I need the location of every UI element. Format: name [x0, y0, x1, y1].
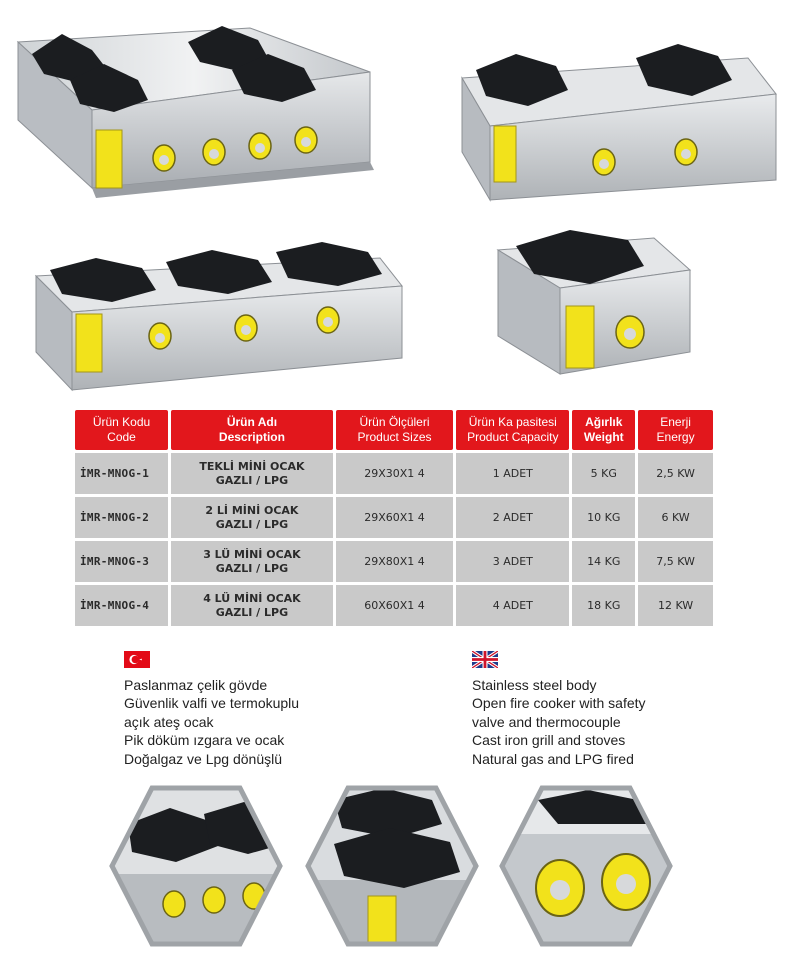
product-capacity-cell: 3 ADET: [456, 541, 569, 582]
product-code-cell: İMR-MNOG-3: [75, 541, 168, 582]
product-energy-cell: 7,5 KW: [638, 541, 713, 582]
product-weight-cell: 14 KG: [572, 541, 635, 582]
feature-item: Paslanmaz çelik gövde: [124, 677, 268, 693]
uk-flag-icon: [472, 651, 498, 668]
stove-two-burner-image: [456, 40, 782, 208]
product-spec-table: [72, 407, 716, 629]
column-header-weight: Ağırlık Weight: [572, 410, 635, 450]
feature-item: Doğalgaz ve Lpg dönüşlü: [124, 750, 283, 767]
product-capacity-cell: 4 ADET: [456, 585, 569, 626]
feature-item: Open fire cooker with safety: [472, 695, 646, 712]
feature-item: Cast iron grill and stoves: [472, 732, 626, 749]
stove-single-burner-image: [494, 226, 694, 382]
detail-hex-grate-image: [304, 784, 480, 948]
column-header-sizes: Ürün Ölçüleri Product Sizes: [336, 410, 453, 450]
features-list-turkish: [124, 676, 299, 768]
feature-item: Pik döküm ızgara ve ocak: [124, 732, 285, 749]
product-name-cell: 3 LÜ MİNİ OCAK GAZLI / LPG: [171, 541, 333, 582]
column-header-code: Ürün Kodu Code: [75, 410, 168, 450]
feature-item: açık ateş ocak: [124, 713, 214, 730]
product-name-cell: 4 LÜ MİNİ OCAK GAZLI / LPG: [171, 585, 333, 626]
product-size-cell: 60X60X1 4: [336, 585, 453, 626]
product-capacity-cell: 1 ADET: [456, 453, 569, 494]
column-header-description: Ürün Adı Description: [171, 410, 333, 450]
product-energy-cell: 6 KW: [638, 497, 713, 538]
column-header-capacity: Ürün Ka pasitesi Product Capacity: [456, 410, 569, 450]
table-row: [75, 453, 713, 494]
detail-hex-knobs-image: [498, 784, 674, 948]
product-name-cell: 2 Lİ MİNİ OCAK GAZLI / LPG: [171, 497, 333, 538]
feature-item: Natural gas and LPG fired: [472, 750, 634, 767]
table-row: [75, 585, 713, 626]
turkey-flag-icon: [124, 651, 150, 668]
product-weight-cell: 5 KG: [572, 453, 635, 494]
product-code-cell: İMR-MNOG-2: [75, 497, 168, 538]
feature-item: Güvenlik valfi ve termokuplu: [124, 695, 300, 712]
stove-three-burner-image: [32, 240, 408, 396]
product-code-cell: İMR-MNOG-1: [75, 453, 168, 494]
product-name-cell: TEKLİ MİNİ OCAK GAZLI / LPG: [171, 453, 333, 494]
table-header-row: [75, 410, 713, 450]
table-row: [75, 497, 713, 538]
detail-hex-burners-image: [108, 784, 284, 948]
product-energy-cell: 12 KW: [638, 585, 713, 626]
product-weight-cell: 18 KG: [572, 585, 635, 626]
product-size-cell: 29X60X1 4: [336, 497, 453, 538]
stove-four-burner-image: [10, 10, 382, 210]
feature-item: valve and thermocouple: [472, 713, 621, 730]
product-weight-cell: 10 KG: [572, 497, 635, 538]
product-energy-cell: 2,5 KW: [638, 453, 713, 494]
feature-item: Stainless steel body: [472, 677, 597, 693]
product-capacity-cell: 2 ADET: [456, 497, 569, 538]
product-size-cell: 29X30X1 4: [336, 453, 453, 494]
product-code-cell: İMR-MNOG-4: [75, 585, 168, 626]
column-header-energy: Enerji Energy: [638, 410, 713, 450]
product-size-cell: 29X80X1 4: [336, 541, 453, 582]
features-list-english: [472, 676, 646, 768]
table-row: [75, 541, 713, 582]
